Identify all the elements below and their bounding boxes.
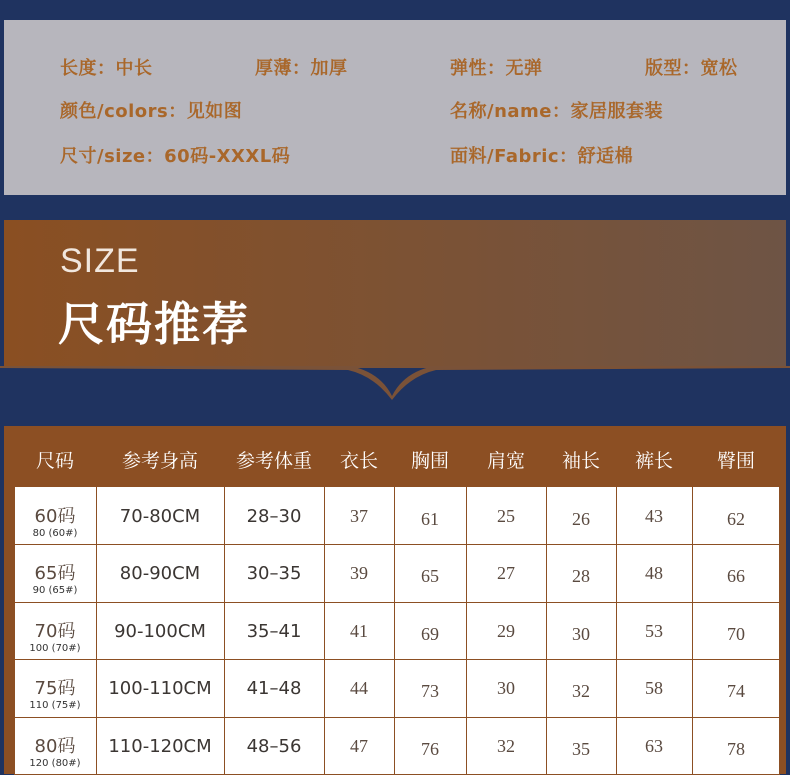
cell-shoulder: 32 [497, 735, 515, 756]
cell-sleeve: 30 [572, 623, 590, 644]
cell-hip: 74 [727, 681, 745, 702]
banner-notch-divider [0, 366, 790, 426]
cell-hip: 62 [727, 509, 745, 529]
top-navy-bar [0, 0, 790, 20]
cell-weight: 30–35 [246, 563, 302, 585]
table-row-divider [14, 717, 780, 718]
header-height: 参考身高 [121, 450, 198, 472]
info-fabric: 面料/Fabric：舒适棉 [450, 146, 634, 167]
size-title-cn: 尺码推荐 [58, 297, 250, 351]
size-sub-label: 90 (65#) [32, 585, 78, 597]
size-sub-label: 120 (80#) [29, 757, 81, 769]
cell-chest: 69 [421, 623, 439, 644]
cell-height: 100-110CM [108, 678, 212, 700]
cell-chest: 65 [421, 566, 439, 587]
cell-height: 90-100CM [114, 620, 206, 642]
cell-sleeve: 28 [572, 566, 590, 587]
cell-weight: 48–56 [246, 735, 302, 757]
cell-height: 80-90CM [119, 563, 201, 585]
info-name: 名称/name：家居服套装 [450, 101, 663, 122]
header-hip: 臀围 [716, 450, 755, 472]
cell-pants: 53 [645, 620, 663, 641]
cell-chest: 73 [421, 681, 439, 702]
cell-height: 110-120CM [108, 735, 212, 757]
cell-height: 70-80CM [119, 506, 201, 527]
size-label: 70码 [34, 620, 76, 642]
info-elasticity: 弹性：无弹 [450, 58, 543, 79]
cell-shoulder: 29 [497, 620, 515, 641]
cell-weight: 35–41 [246, 620, 302, 642]
navy-divider [0, 195, 790, 220]
size-label: 80码 [34, 735, 76, 757]
cell-pants: 43 [645, 506, 663, 526]
size-sub-label: 100 (70#) [29, 642, 81, 654]
cell-sleeve: 26 [572, 509, 590, 529]
cell-shoulder: 25 [497, 506, 515, 526]
header-weight: 参考体重 [235, 450, 312, 472]
cell-pants: 48 [645, 563, 663, 584]
info-color: 颜色/colors：见如图 [60, 101, 243, 122]
cell-hip: 78 [727, 738, 745, 759]
cell-length: 47 [350, 735, 368, 756]
cell-pants: 63 [645, 735, 663, 756]
size-label: 75码 [34, 678, 76, 700]
info-length: 长度：中长 [60, 58, 153, 79]
header-shoulder: 肩宽 [486, 450, 525, 472]
cell-pants: 58 [645, 678, 663, 699]
table-row-divider [14, 602, 780, 603]
header-chest: 胸围 [410, 450, 449, 472]
header-pants: 裤长 [634, 450, 673, 472]
cell-shoulder: 30 [497, 678, 515, 699]
cell-hip: 70 [727, 623, 745, 644]
cell-length: 37 [350, 506, 368, 526]
size-title-en: SIZE [60, 242, 140, 280]
cell-hip: 66 [727, 566, 745, 587]
info-size: 尺寸/size：60码-XXXL码 [60, 146, 291, 167]
size-label: 65码 [34, 563, 76, 585]
cell-length: 44 [350, 678, 368, 699]
table-row-divider [14, 659, 780, 660]
cell-chest: 61 [421, 509, 439, 529]
cell-length: 41 [350, 620, 368, 641]
table-row-divider [14, 544, 780, 545]
size-sub-label: 110 (75#) [29, 700, 81, 712]
size-sub-label: 80 (60#) [32, 528, 78, 539]
cell-sleeve: 35 [572, 738, 590, 759]
header-sleeve: 袖长 [561, 450, 600, 472]
info-thickness: 厚薄：加厚 [255, 58, 348, 79]
cell-weight: 41–48 [246, 678, 302, 700]
info-fit: 版型：宽松 [645, 58, 738, 79]
cell-length: 39 [350, 563, 368, 584]
cell-weight: 28–30 [246, 506, 302, 527]
size-label: 60码 [34, 506, 76, 527]
header-length: 衣长 [339, 450, 378, 472]
cell-chest: 76 [421, 738, 439, 759]
cell-sleeve: 32 [572, 681, 590, 702]
header-size: 尺码 [35, 450, 74, 472]
cell-shoulder: 27 [497, 563, 515, 584]
